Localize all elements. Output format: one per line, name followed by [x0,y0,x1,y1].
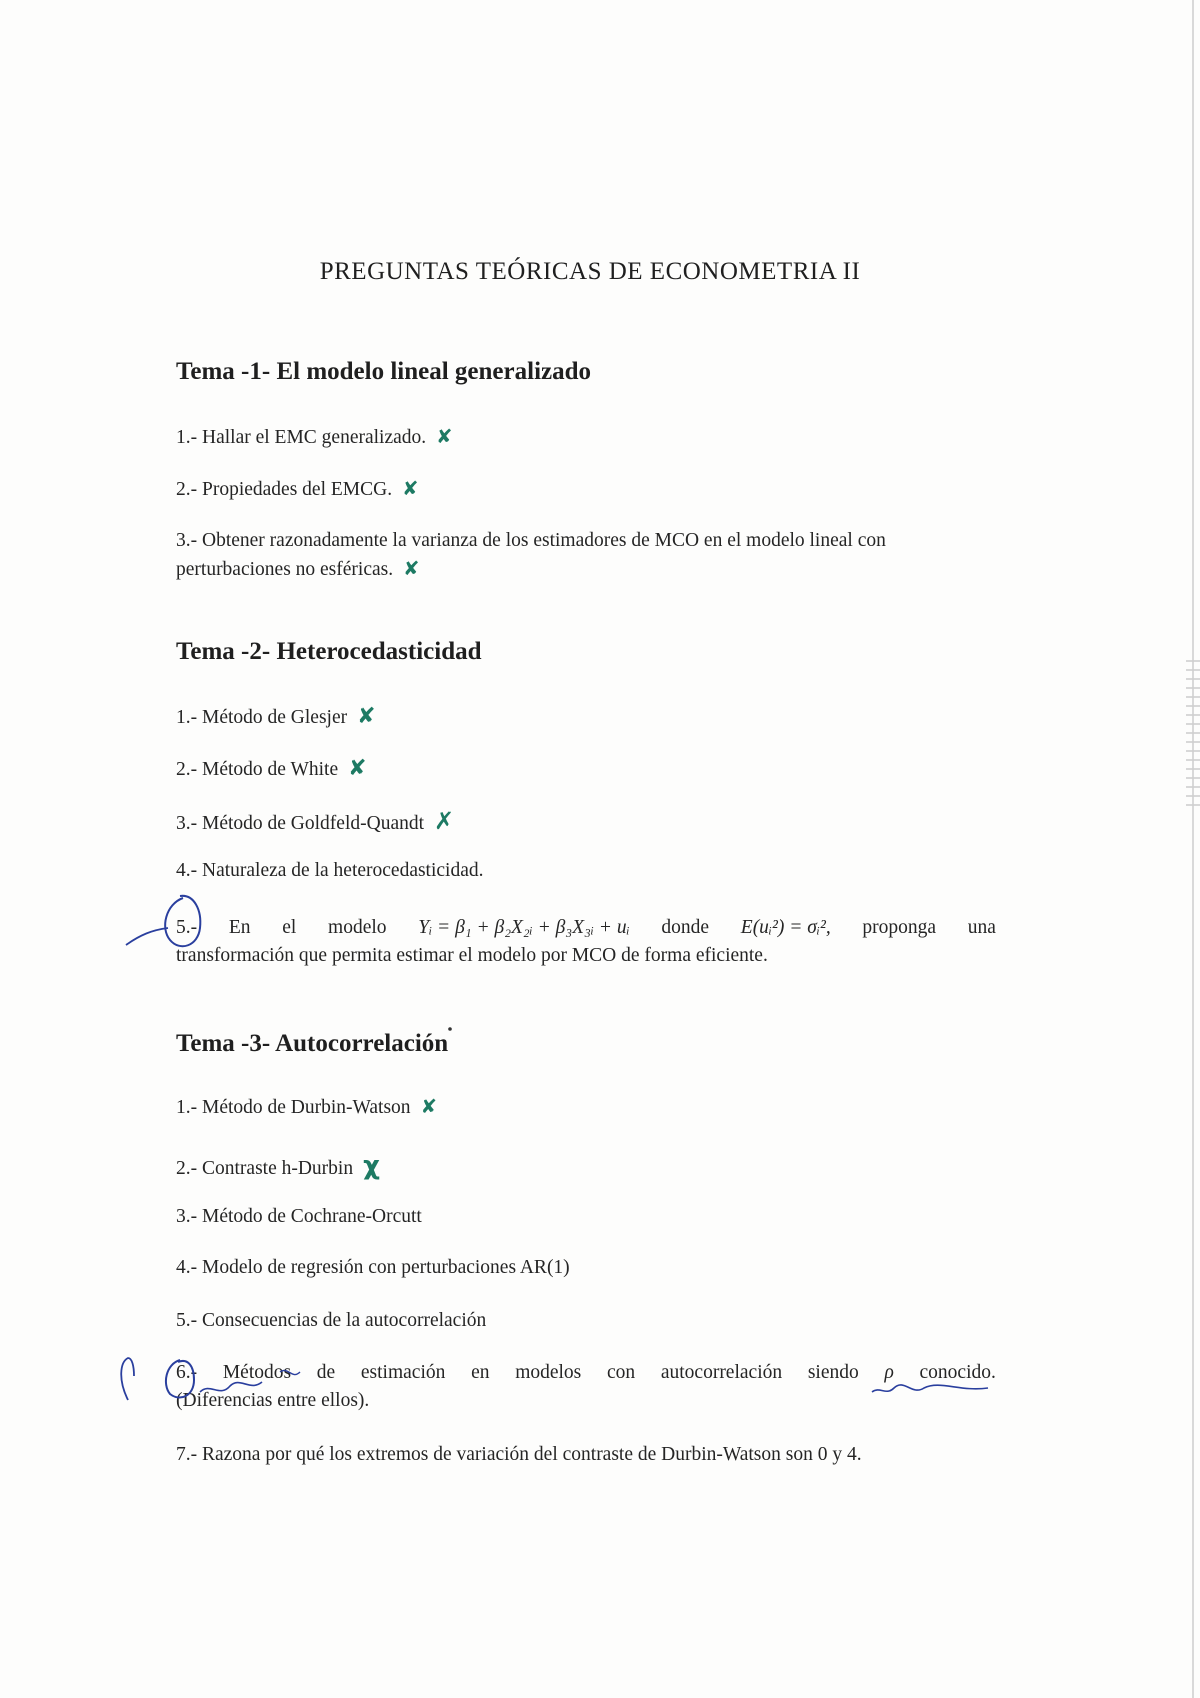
word: una [967,917,996,938]
check-mark-icon: ✗ [434,807,455,835]
question-text: 2.- Método de White [176,759,339,780]
word: autocorrelación [660,1362,783,1383]
scan-edge-marks [1186,660,1200,810]
question-3-7: 7.- Razona por qué los extremos de variación del contraste de Durbin-Watson son 0 y 4. [176,1444,862,1465]
question-2-3 [176,807,454,838]
section-heading-tema-2: Tema -2- Heterocedasticidad [176,638,482,665]
question-3-4: 4.- Modelo de regresión con perturbaciones AR(1) [176,1257,570,1278]
question-text-line-2: perturbaciones no esféricas. [176,559,394,580]
word: siendo [807,1362,859,1383]
question-number: 5.- [176,917,198,938]
check-mark-icon: ✘ [436,425,453,448]
question-text-line-2: (Diferencias entre ellos). [176,1390,370,1411]
question-text: 2.- Propiedades del EMCG. [176,479,393,500]
check-mark-icon: ✘ [402,477,419,500]
question-2-1 [176,703,376,732]
question-text: 1.- Método de Durbin-Watson [176,1097,411,1118]
question-number: 6.- [176,1362,198,1383]
word: conocido. [919,1362,996,1383]
word: en [471,1362,490,1383]
pen-stroke-annotation [126,928,168,945]
word: el [282,917,297,938]
check-mark-icon: ✘ [357,704,376,729]
ink-dot [448,1027,452,1031]
word: donde [661,917,710,938]
check-mark-icon: χ [363,1151,380,1181]
check-mark-icon: ✘ [348,756,367,781]
section-heading-tema-3: Tema -3- Autocorrelación [176,1030,449,1057]
word: estimación [360,1362,446,1383]
word: de [316,1362,336,1383]
question-3-3: 3.- Método de Cochrane-Orcutt [176,1206,422,1227]
question-1-2 [176,475,418,504]
pen-bracket-annotation [121,1358,134,1400]
question-1-3 [176,527,996,584]
check-mark-icon: ✘ [420,1095,437,1118]
check-mark-icon: ✘ [403,557,420,580]
word: proponga [862,917,937,938]
question-3-5: 5.- Consecuencias de la autocorrelación [176,1310,487,1331]
question-text-line-1 [176,914,996,942]
section-heading-tema-1: Tema -1- El modelo lineal generalizado [176,358,592,385]
question-text: 3.- Método de Goldfeld-Quandt [176,813,425,834]
question-2-2 [176,755,367,784]
question-text: 1.- Método de Glesjer [176,707,348,728]
question-text-line-1 [176,1359,996,1387]
question-text-line-1: 3.- Obtener razonadamente la varianza de los estimadores de MCO en el modelo lineal con [176,530,886,551]
word: Métodos [222,1362,292,1383]
word: modelos [515,1362,582,1383]
question-text-line-2: transformación que permita estimar el modelo por MCO de forma eficiente. [176,945,768,966]
question-text: 2.- Contraste h-Durbin [176,1158,354,1179]
question-1-1 [176,423,453,452]
word: con [606,1362,636,1383]
word: modelo [328,917,387,938]
rho-symbol: ρ [884,1362,894,1383]
question-3-6 [176,1359,996,1415]
word: En [228,917,251,938]
question-2-5 [176,914,996,970]
question-3-1 [176,1093,437,1122]
question-2-4: 4.- Naturaleza de la heterocedasticidad. [176,860,484,881]
model-formula: Yᵢ = β₁ + β₂X₂ᵢ + β₃X₃ᵢ + uᵢ [418,917,630,938]
page-edge [1192,0,1194,1698]
question-3-2 [176,1152,380,1183]
variance-formula: E(uᵢ²) = σᵢ², [740,917,831,938]
document-title: PREGUNTAS TEÓRICAS DE ECONOMETRIA II [319,258,861,285]
question-text: 1.- Hallar el EMC generalizado. [176,427,427,448]
